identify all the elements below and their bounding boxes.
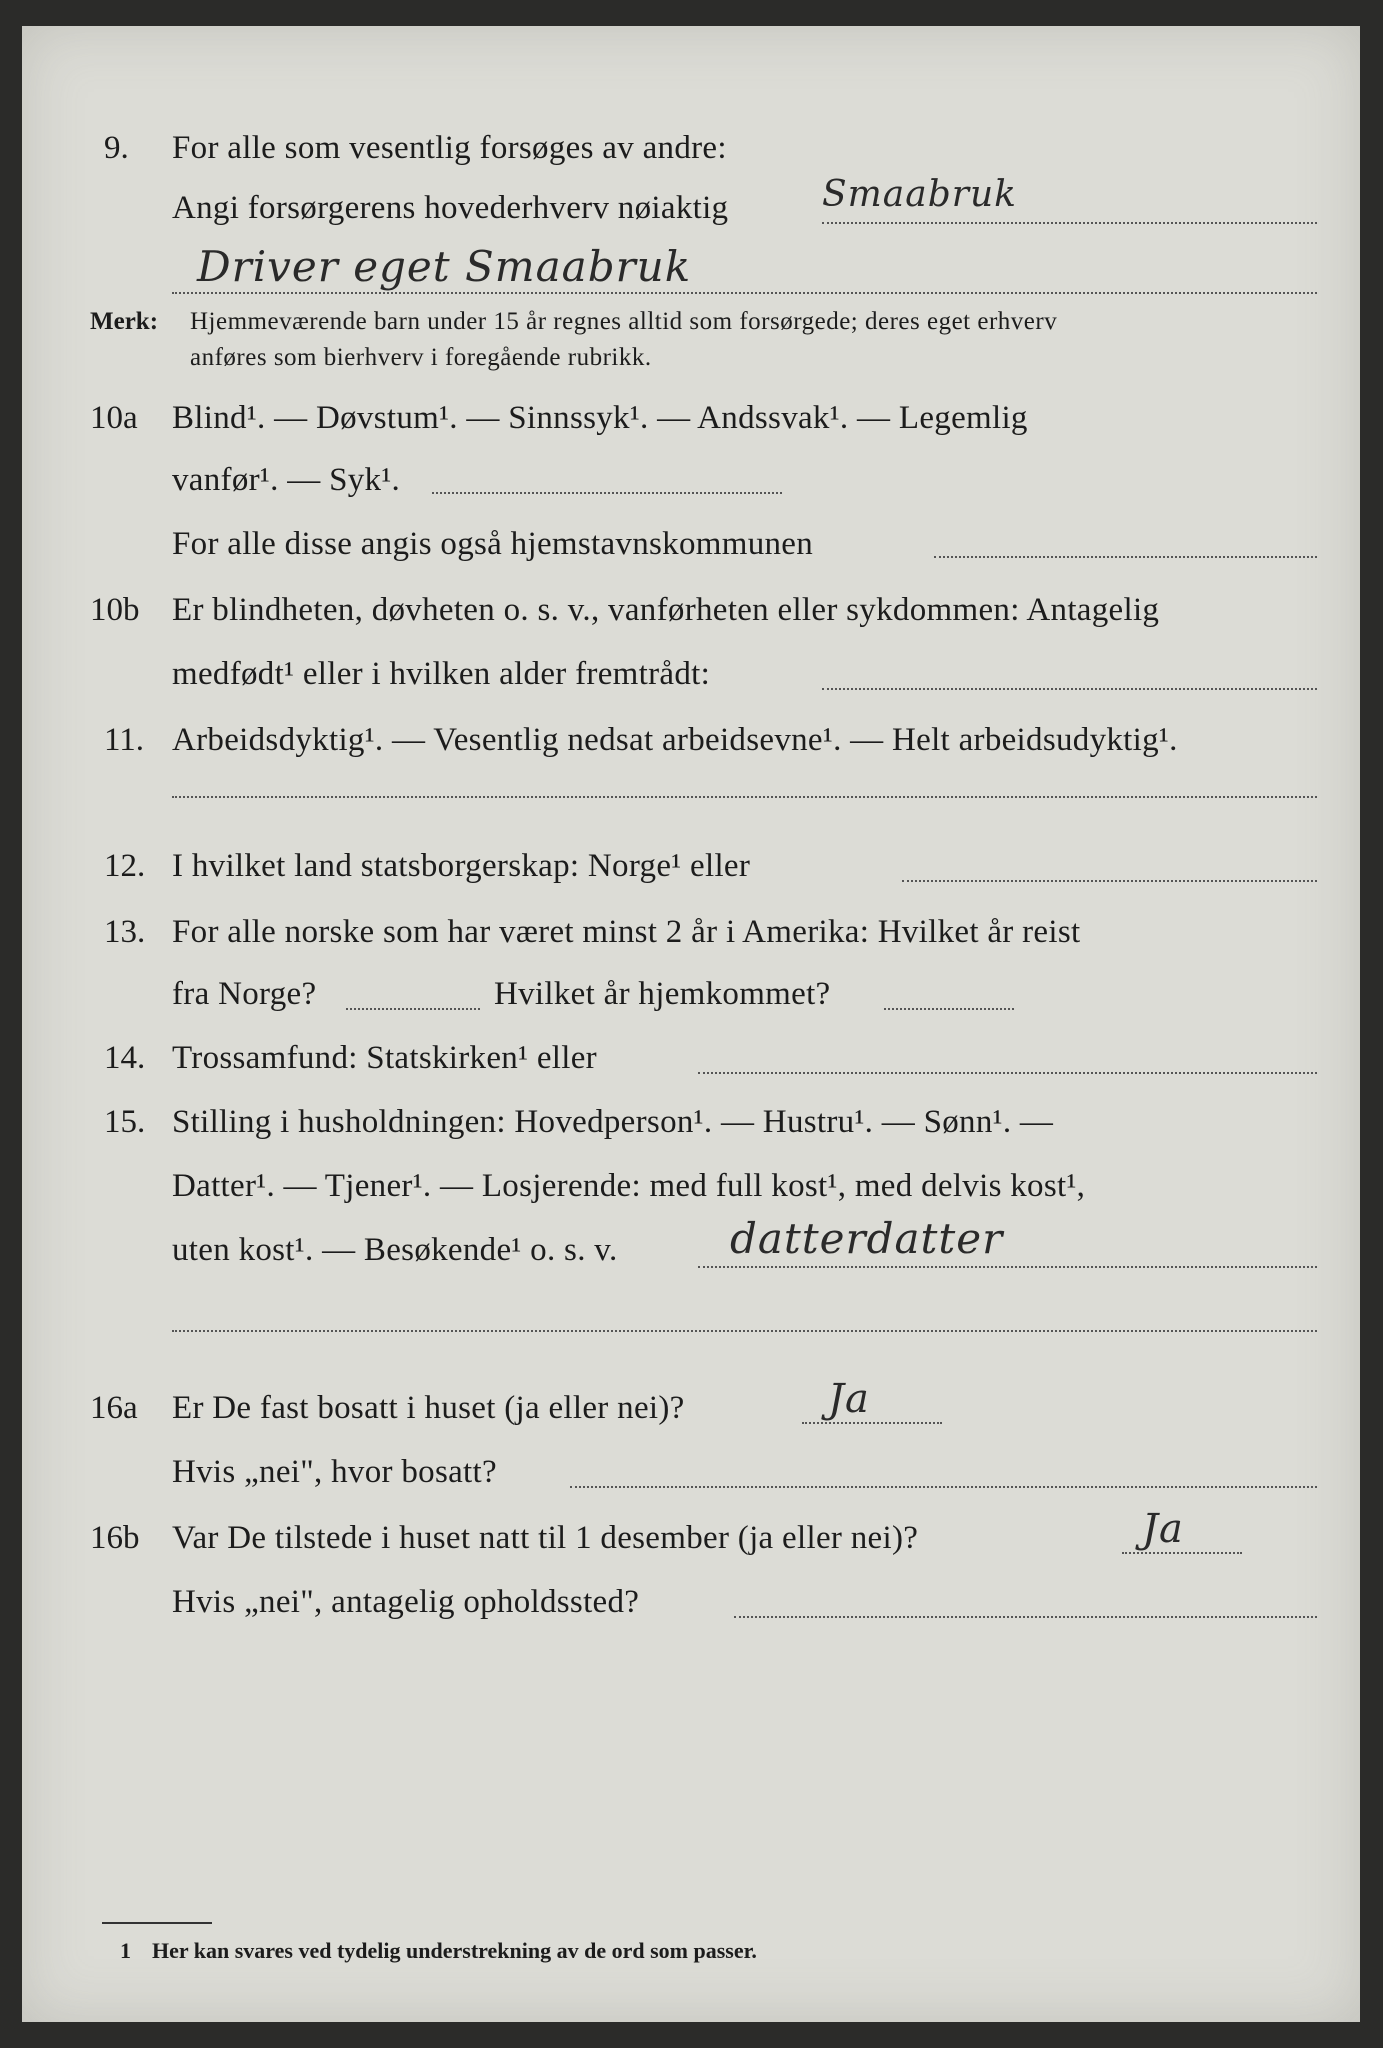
- q13-line1: For alle norske som har været minst 2 år i Amerika: Hvilket år reist: [172, 914, 1081, 950]
- q10a-hjemstavn-answer-line: [934, 556, 1317, 558]
- footnote-rule: [102, 1922, 212, 1924]
- item-number-16b: 16b: [90, 1520, 140, 1556]
- q10b-line2: medfødt¹ eller i hvilken alder fremtrådt:: [172, 656, 711, 692]
- q16a-line2: Hvis „nei", hvor bosatt?: [172, 1454, 497, 1490]
- q10b-line1: Er blindheten, døvheten o. s. v., vanførheten eller sykdommen: Antagelig: [172, 592, 1160, 628]
- q15-line2: Datter¹. — Tjener¹. — Losjerende: med full kost¹, med delvis kost¹,: [172, 1168, 1086, 1204]
- q11-line1: Arbeidsdyktig¹. — Vesentlig nedsat arbeidsevne¹. — Helt arbeidsudyktig¹.: [172, 722, 1178, 758]
- item-number-13: 13.: [104, 914, 146, 950]
- footnote-mark: 1: [120, 1938, 131, 1963]
- q13-line2a: fra Norge?: [172, 976, 317, 1012]
- q16a-bosatt-answer-line: [570, 1486, 1317, 1488]
- item-number-10b: 10b: [90, 592, 140, 628]
- item-number-11: 11.: [104, 722, 145, 758]
- q12-line1: I hvilket land statsborgerskap: Norge¹ eller: [172, 848, 751, 884]
- q16b-answer-line: [1122, 1552, 1242, 1554]
- item-number-15: 15.: [104, 1104, 146, 1140]
- item-number-9: 9.: [104, 130, 129, 166]
- item-number-14: 14.: [104, 1040, 146, 1076]
- q10b-answer-line: [822, 688, 1317, 690]
- q10a-line3: For alle disse angis også hjemstavnskommunen: [172, 526, 814, 562]
- census-form-page: [22, 26, 1360, 2022]
- q10a-line1: Blind¹. — Døvstum¹. — Sinnssyk¹. — Andssvak¹. — Legemlig: [172, 400, 1028, 436]
- item-number-10a: 10a: [90, 400, 138, 436]
- q15-answer-line-2: [172, 1330, 1317, 1332]
- q13-reist-answer-line: [346, 1008, 480, 1010]
- q9-line1: For alle som vesentlig forsøges av andre:: [172, 130, 727, 166]
- q15-line3: uten kost¹. — Besøkende¹ o. s. v.: [172, 1232, 618, 1268]
- q16b-line2: Hvis „nei", antagelig opholdssted?: [172, 1584, 640, 1620]
- q9-line2: Angi forsørgerens hovederhverv nøiaktig: [172, 190, 729, 226]
- merk-label: Merk:: [90, 308, 159, 335]
- q16b-line1: Var De tilstede i huset natt til 1 desember (ja eller nei)?: [172, 1520, 919, 1556]
- q15-answer-line: [698, 1266, 1317, 1268]
- q13-line2b: Hvilket år hjemkommet?: [494, 976, 831, 1012]
- q16b-handwritten-answer: Ja: [1142, 1506, 1184, 1552]
- q16b-oppholdssted-answer-line: [734, 1616, 1317, 1618]
- q16a-line1: Er De fast bosatt i huset (ja eller nei)?: [172, 1390, 685, 1426]
- q15-line1: Stilling i husholdningen: Hovedperson¹. — Hustru¹. — Sønn¹. —: [172, 1104, 1054, 1140]
- item-number-12: 12.: [104, 848, 146, 884]
- merk-line1: Hjemmeværende barn under 15 år regnes alltid som forsørgede; deres eget erhverv: [190, 308, 1058, 335]
- merk-line2: anføres som bierhverv i foregående rubrikk.: [190, 344, 652, 371]
- q12-answer-line: [902, 880, 1317, 882]
- footnote-text: Her kan svares ved tydelig understrekning av de ord som passer.: [152, 1938, 757, 1963]
- item-number-16a: 16a: [90, 1390, 138, 1426]
- q11-answer-line: [172, 796, 1317, 798]
- q10a-syk-answer-line: [432, 492, 782, 494]
- q14-line1: Trossamfund: Statskirken¹ eller: [172, 1040, 597, 1076]
- q14-answer-line: [698, 1072, 1317, 1074]
- q9-handwritten-answer-2: Driver eget Smaabruk: [197, 242, 692, 291]
- q9-answer-line-2: [172, 292, 1317, 294]
- q16a-answer-line: [802, 1422, 942, 1424]
- q15-handwritten-answer: datterdatter: [730, 1214, 1004, 1263]
- q10a-line2: vanfør¹. — Syk¹.: [172, 462, 401, 498]
- q13-hjemkommet-answer-line: [884, 1008, 1014, 1010]
- q9-handwritten-answer-1: Smaabruk: [822, 174, 1017, 215]
- q9-answer-line-1: [822, 222, 1317, 224]
- q16a-handwritten-answer: Ja: [828, 1376, 870, 1422]
